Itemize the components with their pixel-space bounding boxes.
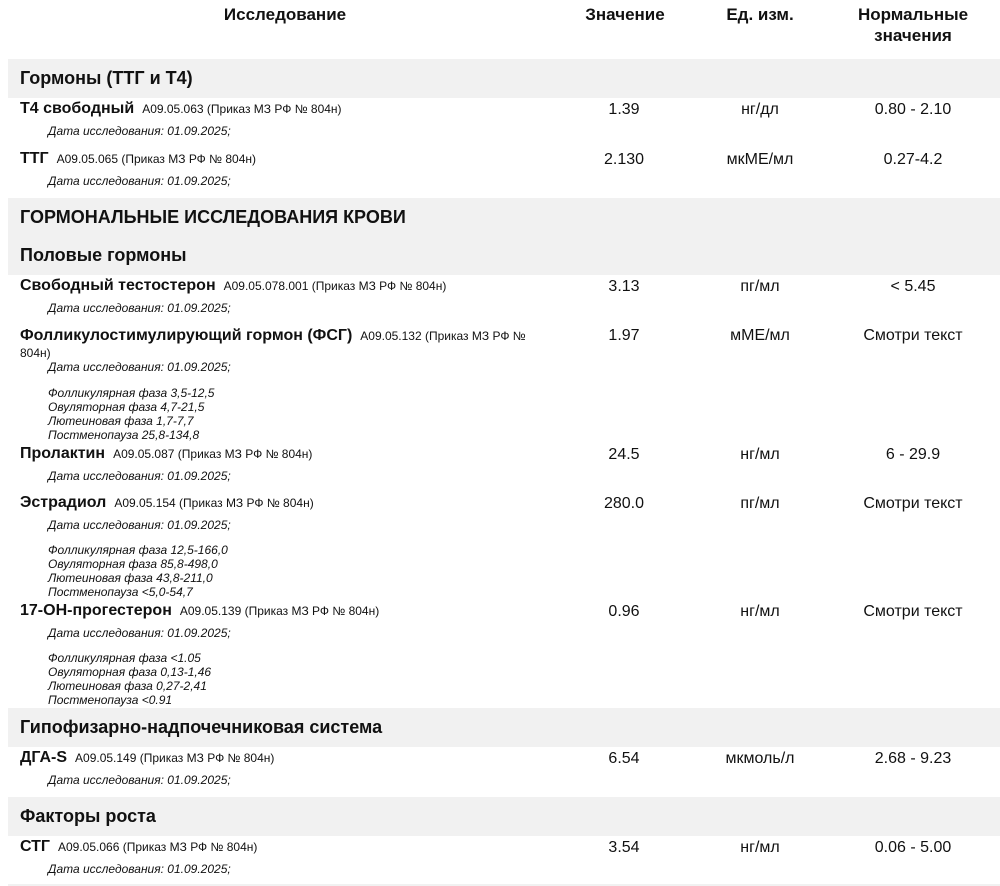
test-code: A09.05.132 (Приказ МЗ РФ № 804н) [20,329,526,360]
test-code: A09.05.154 (Приказ МЗ РФ № 804н) [114,496,314,510]
note-line: Постменопауза 25,8-134,8 [48,428,200,442]
note-line: Фолликулярная фаза <1.05 [48,651,201,665]
test-name-line [20,327,540,362]
result-unit: пг/мл [740,495,780,512]
reference-notes [48,651,211,707]
result-value: 1.97 [608,327,640,344]
note-line: Фолликулярная фаза 12,5-166,0 [48,543,228,557]
test-code: A09.05.087 (Приказ МЗ РФ № 804н) [113,447,313,461]
header-value: Значение [585,5,665,24]
result-unit: нг/дл [741,101,779,118]
test-name-line [20,495,540,511]
test-code: A09.05.063 (Приказ МЗ РФ № 804н) [142,102,342,116]
result-norm: Смотри текст [863,495,963,512]
result-norm: < 5.45 [890,278,936,295]
note-line: Постменопауза <5,0-54,7 [48,585,193,599]
result-norm: Смотри текст [863,603,963,620]
header-study: Исследование [223,5,347,24]
test-name-line [20,839,540,855]
test-code: A09.05.065 (Приказ МЗ РФ № 804н) [56,152,256,166]
test-code: A09.05.078.001 (Приказ МЗ РФ № 804н) [223,279,447,293]
note-line: Овуляторная фаза 4,7-21,5 [48,400,205,414]
reference-notes [48,543,228,599]
test-name: Свободный тестостерон [20,277,216,294]
result-value: 24.5 [608,446,640,463]
header-norm-line2: значения [874,26,952,45]
result-unit: мкмоль/л [725,750,795,767]
section-blood-hormonal: ГОРМОНАЛЬНЫЕ ИССЛЕДОВАНИЯ КРОВИ [8,198,1000,236]
note-line: Постменопауза <0.91 [48,693,173,707]
result-unit: мкМЕ/мл [726,151,794,168]
test-name: ТТГ [20,150,49,167]
result-value: 2.130 [603,151,645,168]
result-unit: мМЕ/мл [730,327,790,344]
result-norm: 6 - 29.9 [885,446,941,463]
section-thyroid: Гормоны (ТТГ и Т4) [8,59,1000,98]
result-norm: 0.27-4.2 [883,151,943,168]
result-value: 0.96 [608,603,640,620]
test-date: Дата исследования: 01.09.2025; [48,301,231,315]
test-date: Дата исследования: 01.09.2025; [48,518,231,532]
test-date: Дата исследования: 01.09.2025; [48,124,231,138]
section-growth-factors: Факторы роста [8,797,1000,836]
result-unit: нг/мл [740,446,780,463]
result-value: 3.13 [608,278,640,295]
test-name-line [20,151,540,167]
result-value: 1.39 [608,101,640,118]
section-pituitary-adrenal: Гипофизарно-надпочечниковая система [8,708,1000,747]
header-norm-line1: Нормальные [857,5,969,24]
test-name: Эстрадиол [20,494,107,511]
result-unit: нг/мл [740,603,780,620]
result-value: 3.54 [608,839,640,856]
test-code: A09.05.066 (Приказ МЗ РФ № 804н) [58,840,258,854]
test-name: Пролактин [20,445,106,462]
test-name-line [20,750,540,766]
test-name: ДГА-S [20,749,68,766]
result-unit: нг/мл [740,839,780,856]
test-date: Дата исследования: 01.09.2025; [48,773,231,787]
result-norm: 0.06 - 5.00 [874,839,952,856]
test-name-line [20,101,540,117]
section-sex-hormones: Половые гормоны [8,236,1000,275]
note-line: Лютеиновая фаза 43,8-211,0 [48,571,213,585]
test-date: Дата исследования: 01.09.2025; [48,862,231,876]
test-name-line [20,446,540,462]
test-name: 17-ОН-прогестерон [20,602,172,619]
note-line: Овуляторная фаза 85,8-498,0 [48,557,218,571]
test-name-line [20,603,540,619]
test-name: Т4 свободный [20,100,135,117]
header-unit: Ед. изм. [726,5,794,24]
test-name: Фолликулостимулирующий гормон (ФСГ) [20,327,353,344]
test-code: A09.05.139 (Приказ МЗ РФ № 804н) [179,604,380,618]
header-norm [830,4,996,46]
note-line: Лютеиновая фаза 0,27-2,41 [48,679,207,693]
result-value: 6.54 [608,750,640,767]
test-date: Дата исследования: 01.09.2025; [48,626,231,640]
note-line: Овуляторная фаза 0,13-1,46 [48,665,212,679]
result-unit: пг/мл [740,278,780,295]
test-date: Дата исследования: 01.09.2025; [48,469,231,483]
test-name-line [20,278,540,294]
result-norm: Смотри текст [863,327,963,344]
note-line: Фолликулярная фаза 3,5-12,5 [48,386,215,400]
test-name: СТГ [20,838,50,855]
reference-notes [48,386,214,442]
test-date: Дата исследования: 01.09.2025; [48,174,231,188]
note-line: Лютеиновая фаза 1,7-7,7 [48,414,194,428]
test-date: Дата исследования: 01.09.2025; [48,360,231,374]
result-norm: 2.68 - 9.23 [874,750,952,767]
result-value: 280.0 [603,495,645,512]
result-norm: 0.80 - 2.10 [874,101,952,118]
test-code: A09.05.149 (Приказ МЗ РФ № 804н) [75,751,275,765]
